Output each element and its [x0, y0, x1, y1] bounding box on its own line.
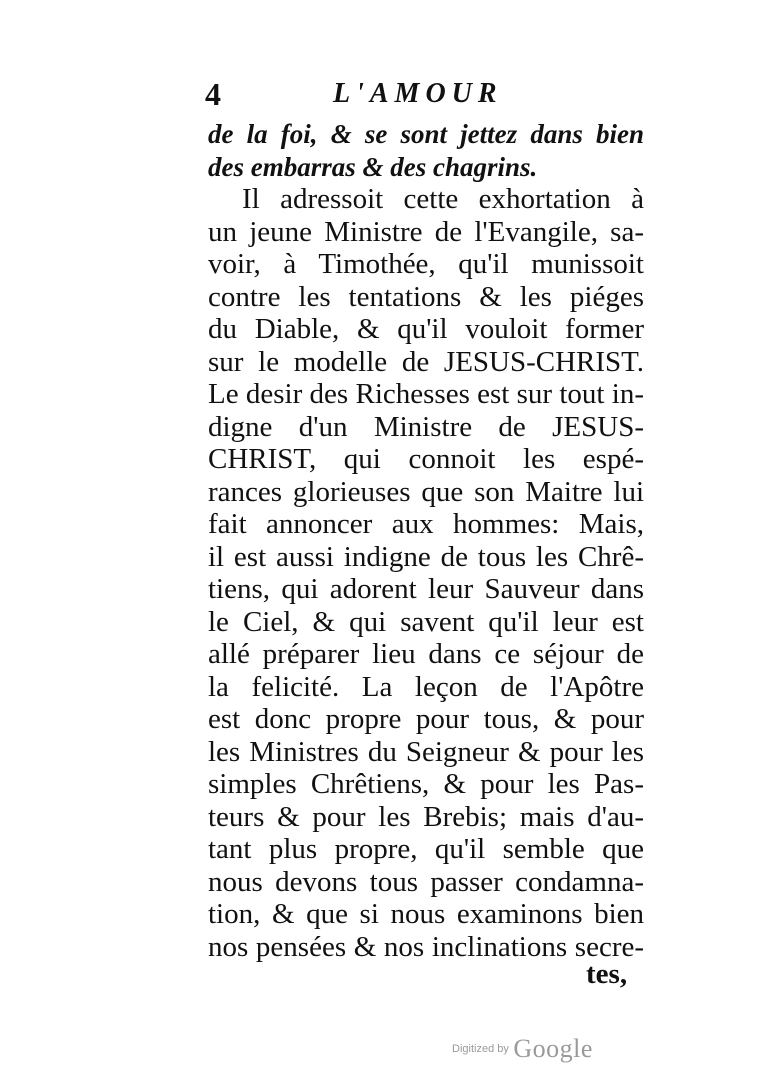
text-line: teurs & pour les Brebis; mais d'au- [208, 800, 644, 833]
watermark-prefix: Digitized by [452, 1043, 509, 1055]
text-line: nous devons tous passer condamna- [208, 865, 644, 898]
body-text [208, 118, 644, 963]
text-line: nos pensées & nos inclinations secre- [208, 930, 644, 963]
text-line: tion, & que si nous examinons bien [208, 898, 644, 930]
digitized-watermark [452, 1034, 593, 1064]
text-line: CHRIST, qui connoit les espé- [208, 443, 644, 475]
page-number: 4 [205, 76, 222, 112]
page-header [205, 76, 535, 116]
text-line: tiens, qui adorent leur Sauveur dans [208, 573, 644, 605]
text-line: des embarras & des chagrins. [208, 151, 538, 182]
text-line: allé préparer lieu dans ce séjour de [208, 638, 644, 670]
running-title: L'AMOUR [333, 78, 503, 109]
text-line: Il adressoit cette exhortation à [242, 183, 644, 215]
text-line: rances glorieuses que son Maitre lui [208, 475, 644, 508]
text-line: la felicité. La leçon de l'Apôtre [208, 670, 644, 703]
text-line: Le desir des Richesses est sur tout in- [208, 378, 644, 410]
text-line: contre les tentations & les piéges [208, 280, 644, 313]
text-line: est donc propre pour tous, & pour [208, 703, 644, 735]
text-line: il est aussi indigne de tous les Chrê- [208, 540, 644, 573]
text-line: voir, à Timothée, qu'il munissoit [208, 248, 644, 280]
text-line: fait annoncer aux hommes: Mais, [208, 508, 644, 540]
text-line: sur le modelle de JESUS-CHRIST. [208, 345, 644, 378]
text-line: un jeune Ministre de l'Evangile, sa- [208, 215, 644, 248]
catchword: tes, [586, 958, 628, 990]
text-line: digne d'un Ministre de JESUS- [208, 410, 644, 443]
watermark-brand: Google [513, 1034, 593, 1063]
text-line: le Ciel, & qui savent qu'il leur est [208, 605, 644, 638]
text-line: de la foi, & se sont jettez dans bien [208, 119, 644, 149]
text-line: tant plus propre, qu'il semble que [208, 833, 644, 865]
text-line: les Ministres du Seigneur & pour les [208, 735, 644, 768]
text-line: du Diable, & qu'il vouloit former [208, 313, 644, 345]
text-line: simples Chrêtiens, & pour les Pas- [208, 768, 644, 800]
